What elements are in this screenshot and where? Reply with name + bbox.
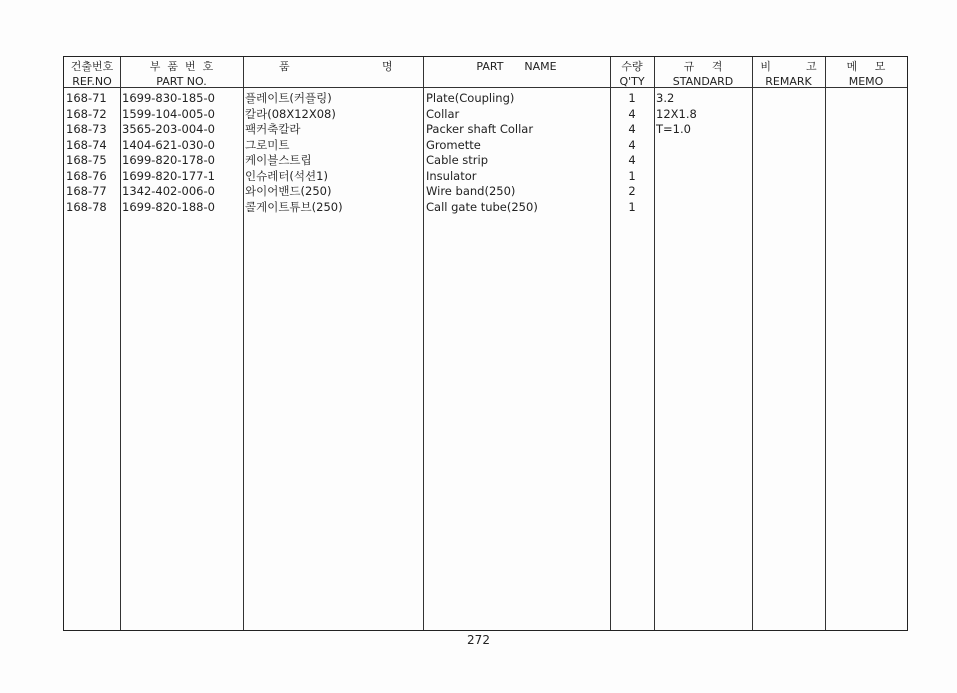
qty-cell: 1 bbox=[628, 91, 636, 105]
column-divider bbox=[423, 57, 424, 630]
ref-cell: 168-78 bbox=[66, 199, 107, 214]
part-no-cell: 1699-820-177-1 bbox=[122, 168, 215, 183]
header-name-en: PART NAME bbox=[476, 60, 557, 73]
name-ko-cell: 인슈레터(석션1) bbox=[245, 168, 328, 183]
header-partno-ko: 부 품 번 호 bbox=[149, 60, 214, 73]
qty-cell: 1 bbox=[628, 199, 636, 214]
name-ko-cell: 와이어밴드(250) bbox=[245, 184, 332, 198]
name-en-cell: Wire band(250) bbox=[426, 184, 516, 198]
header-remark-en: REMARK bbox=[765, 75, 812, 88]
qty-cell: 4 bbox=[628, 137, 636, 152]
header-qty-ko: 수량 bbox=[621, 60, 643, 73]
name-ko-cell: 케이블스트립 bbox=[245, 153, 312, 167]
column-divider bbox=[825, 57, 826, 630]
header-ref-en: REF.NO bbox=[72, 75, 112, 88]
name-en-cell: Cable strip bbox=[426, 153, 489, 167]
name-en-cell: Call gate tube(250) bbox=[426, 199, 538, 214]
part-no-cell: 1699-820-178-0 bbox=[122, 153, 215, 167]
header-standard-ko: 규 격 bbox=[683, 60, 723, 73]
header-memo-ko: 메 모 bbox=[846, 60, 886, 73]
qty-cell: 1 bbox=[628, 168, 636, 183]
name-ko-cell: 팩커축칼라 bbox=[245, 122, 301, 136]
qty-cell: 2 bbox=[628, 184, 636, 198]
name-ko-cell: 칼라(08X12X08) bbox=[245, 106, 336, 121]
ref-cell: 168-72 bbox=[66, 106, 107, 121]
header-name-ko-1: 품 bbox=[279, 60, 290, 73]
column-divider bbox=[654, 57, 655, 630]
header-remark-ko: 비 고 bbox=[760, 60, 817, 73]
header-standard-en: STANDARD bbox=[672, 75, 734, 88]
qty-cell: 4 bbox=[628, 106, 636, 121]
header-partno-en: PART NO. bbox=[156, 75, 207, 88]
ref-cell: 168-76 bbox=[66, 168, 107, 183]
column-divider bbox=[120, 57, 121, 630]
name-ko-cell: 그로미트 bbox=[245, 137, 290, 152]
qty-cell: 4 bbox=[628, 153, 636, 167]
column-divider bbox=[243, 57, 244, 630]
part-no-cell: 1699-820-188-0 bbox=[122, 199, 215, 214]
ref-cell: 168-71 bbox=[66, 91, 107, 105]
column-divider bbox=[752, 57, 753, 630]
part-no-cell: 1599-104-005-0 bbox=[122, 106, 215, 121]
name-en-cell: Insulator bbox=[426, 168, 477, 183]
header-name-ko-2: 명 bbox=[382, 60, 393, 73]
standard-cell: 12X1.8 bbox=[656, 106, 697, 121]
name-ko-cell: 플레이트(커플링) bbox=[245, 91, 332, 105]
header-qty-en: Q'TY bbox=[619, 75, 645, 88]
name-en-cell: Collar bbox=[426, 106, 460, 121]
ref-cell: 168-75 bbox=[66, 153, 107, 167]
ref-cell: 168-77 bbox=[66, 184, 107, 198]
standard-cell: T=1.0 bbox=[656, 122, 691, 136]
part-no-cell: 1342-402-006-0 bbox=[122, 184, 215, 198]
parts-table bbox=[63, 56, 908, 631]
ref-cell: 168-73 bbox=[66, 122, 107, 136]
name-ko-cell: 콜게이트튜브(250) bbox=[245, 199, 343, 214]
part-no-cell: 1699-830-185-0 bbox=[122, 91, 215, 105]
standard-cell: 3.2 bbox=[656, 91, 675, 105]
name-en-cell: Plate(Coupling) bbox=[426, 91, 515, 105]
page-number: 272 bbox=[467, 633, 490, 647]
header-memo-en: MEMO bbox=[848, 75, 884, 88]
ref-cell: 168-74 bbox=[66, 137, 107, 152]
part-no-cell: 3565-203-004-0 bbox=[122, 122, 215, 136]
name-en-cell: Packer shaft Collar bbox=[426, 122, 534, 136]
name-en-cell: Gromette bbox=[426, 137, 481, 152]
header-ref-ko: 건출번호 bbox=[70, 60, 114, 73]
part-no-cell: 1404-621-030-0 bbox=[122, 137, 215, 152]
qty-cell: 4 bbox=[628, 122, 636, 136]
